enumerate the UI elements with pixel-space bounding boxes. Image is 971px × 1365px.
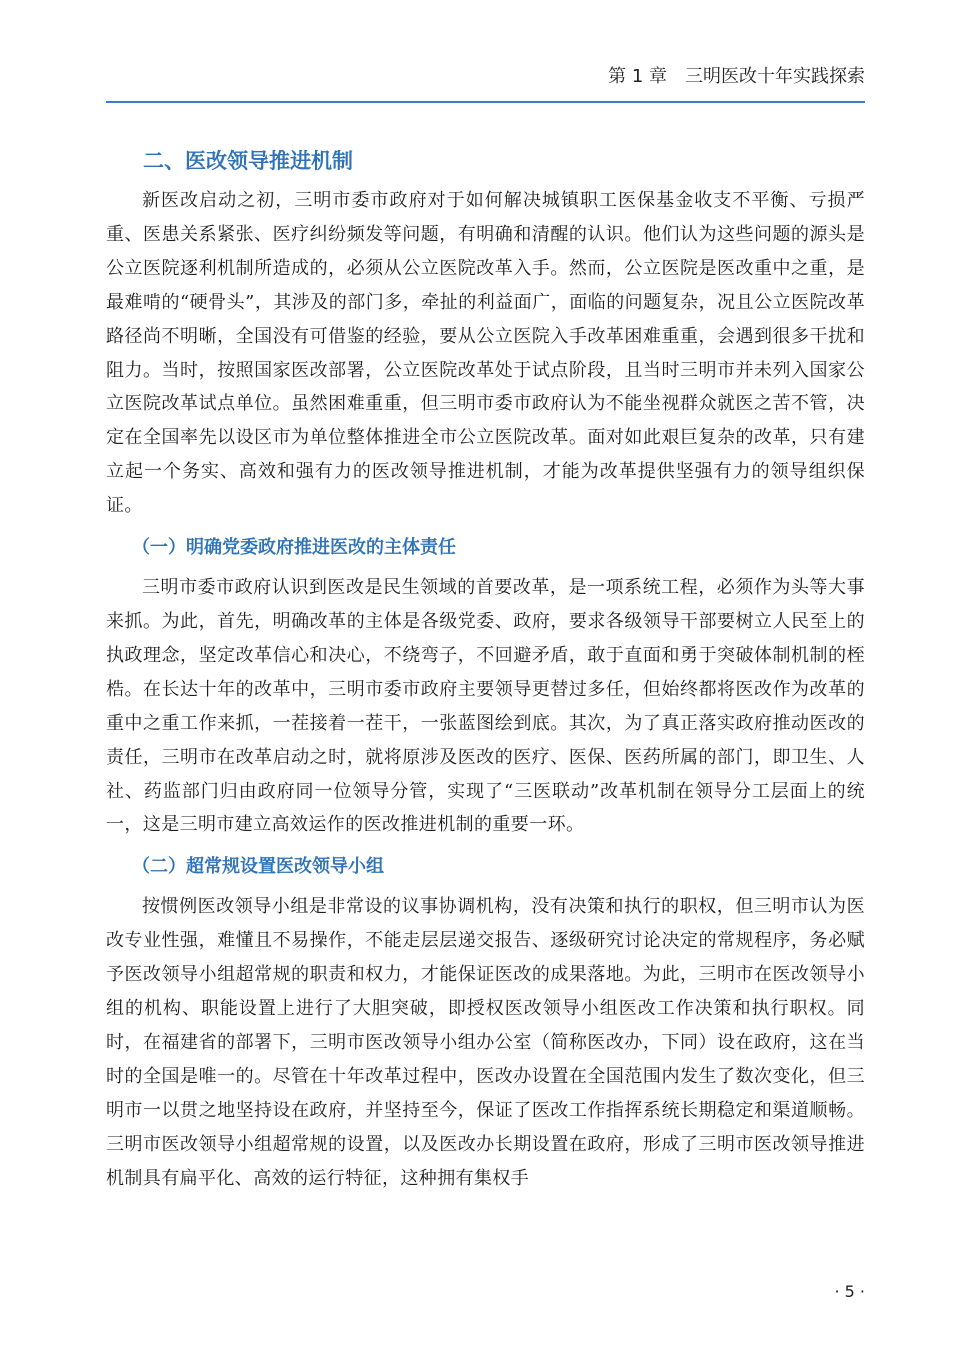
subsection-title-1: （一）明确党委政府推进医改的主体责任 xyxy=(132,537,456,559)
section-intro-paragraph: 新医改启动之初，三明市委市政府对于如何解决城镇职工医保基金收支不平衡、亏损严重、医患关系紧张、医疗纠纷频发等问题，有明确和清醒的认识。他们认为这些问题的源头是公立医院逐利机制所造成的，必须从公立医院改革入手。然而，公立医院是医改重中之重，是最难啃的“硬骨头”，其涉及的部门多，牵扯的利益面广，面临的问题复杂，况且公立医院改革路径尚不明晰，全国没有可借鉴的经验，要从公立医院入手改革困难重重，会遇到很多干扰和阻力。当时，按照国家医改部署，公立医院改革处于试点阶段，且当时三明市并未列入国家公立医院改革试点单位。虽然困难重重，但三明市委市政府认为不能坐视群众就医之苦不管，决定在全国率先以设区市为单位整体推进全市公立医院改革。面对如此艰巨复杂的改革，只有建立起一个务实、高效和强有力的医改领导推进机制，才能为改革提供坚强有力的领导组织保证。 xyxy=(106,190,865,517)
header-rule xyxy=(106,101,865,103)
running-header: 第 1 章 三明医改十年实践探索 xyxy=(608,66,865,87)
page-number: · 5 · xyxy=(834,1282,865,1301)
section-title: 二、医改领导推进机制 xyxy=(143,149,353,173)
subsection-title-2: （二）超常规设置医改领导小组 xyxy=(132,856,384,878)
page-content xyxy=(106,142,865,1195)
subsection-body-2: 按惯例医改领导小组是非常设的议事协调机构，没有决策和执行的职权，但三明市认为医改专业性强，难懂且不易操作，不能走层层递交报告、逐级研究讨论决定的常规程序，务必赋予医改领导小组超常规的职责和权力，才能保证医改的成果落地。为此，三明市在医改领导小组的机构、职能设置上进行了大胆突破，即授权医改领导小组医改工作决策和执行职权。同时，在福建省的部署下，三明市医改领导小组办公室（简称医改办，下同）设在政府，这在当时的全国是唯一的。尽管在十年改革过程中，医改办设置在全国范围内发生了数次变化，但三明市一以贯之地坚持设在政府，并坚持至今，保证了医改工作指挥系统长期稳定和渠道顺畅。三明市医改领导小组超常规的设置，以及医改办长期设置在政府，形成了三明市医改领导推进机制具有扁平化、高效的运行特征，这种拥有集权手 xyxy=(106,896,865,1189)
subsection-body-1: 三明市委市政府认识到医改是民生领域的首要改革，是一项系统工程，必须作为头等大事来抓。为此，首先，明确改革的主体是各级党委、政府，要求各级领导干部要树立人民至上的执政理念，坚定改革信心和决心，不绕弯子，不回避矛盾，敢于直面和勇于突破体制机制的桎梏。在长达十年的改革中，三明市委市政府主要领导更替过多任，但始终都将医改作为改革的重中之重工作来抓，一茬接着一茬干，一张蓝图绘到底。其次，为了真正落实政府推动医改的责任，三明市在改革启动之时，就将原涉及医改的医疗、医保、医药所属的部门，即卫生、人社、药监部门归由政府同一位领导分管，实现了“三医联动”改革机制在领导分工层面上的统一，这是三明市建立高效运作的医改推进机制的重要一环。 xyxy=(106,577,865,836)
